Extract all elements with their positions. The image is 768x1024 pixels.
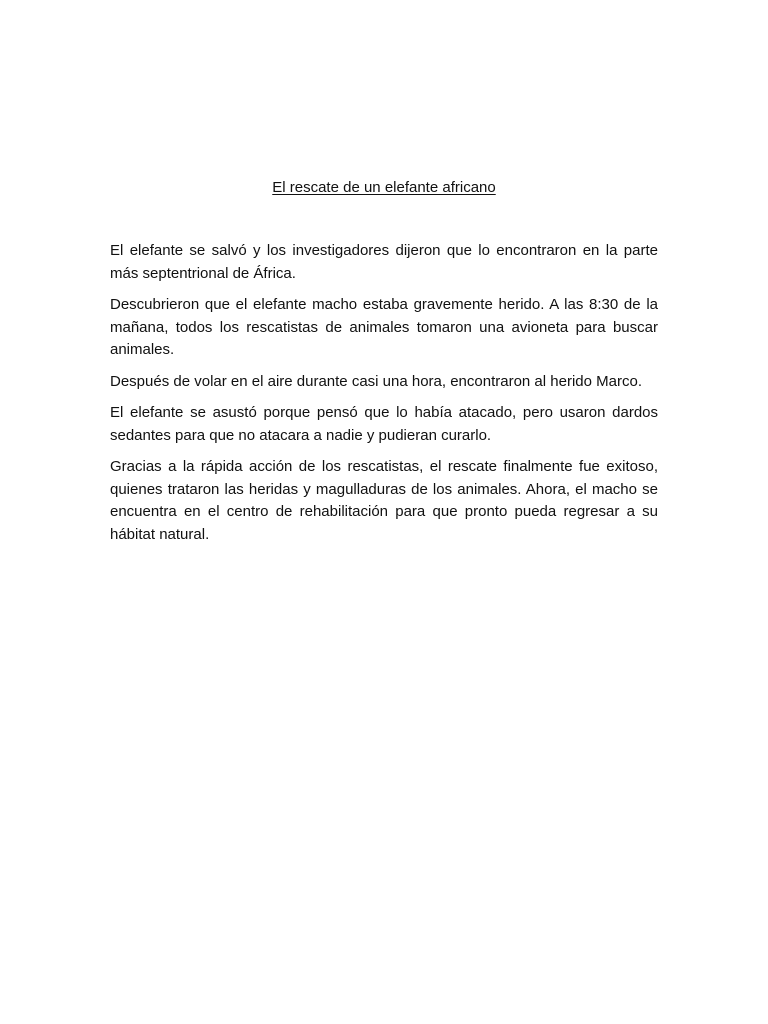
paragraph-5: Gracias a la rápida acción de los rescatistas, el rescate finalmente fue exitoso, quienes trataron las heridas y magulladuras de los animales. Ahora, el macho se encuentra en el centro de rehabilitación para que pronto pueda regresar a su hábitat natural. [110, 458, 658, 543]
paragraph-4: El elefante se asustó porque pensó que lo había atacado, pero usaron dardos sedantes para que no atacara a nadie y pudieran curarlo. [110, 404, 658, 444]
paragraph-3: Después de volar en el aire durante casi una hora, encontraron al herido Marco. [110, 372, 642, 390]
document-title: El rescate de un elefante africano [272, 179, 496, 196]
document-body [110, 240, 658, 555]
paragraph-2: Descubrieron que el elefante macho estaba gravemente herido. A las 8:30 de la mañana, todos los rescatistas de animales tomaron una avioneta para buscar animales. [110, 296, 658, 358]
paragraph-1: El elefante se salvó y los investigadores dijeron que lo encontraron en la parte más septentrional de África. [110, 242, 658, 282]
